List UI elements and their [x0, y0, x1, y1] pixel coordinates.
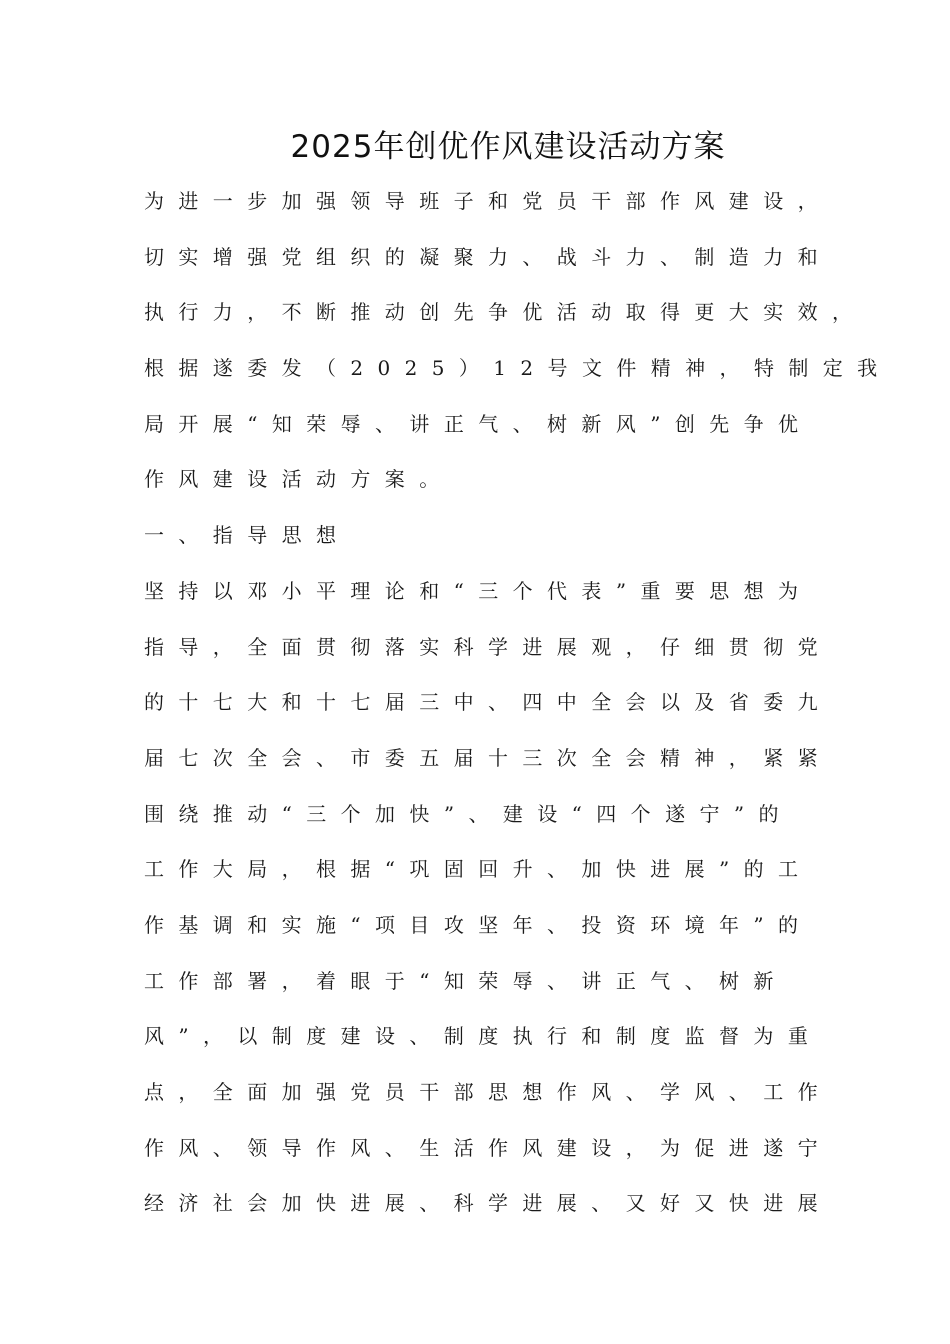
body-line: 坚持以邓小平理论和“三个代表”重要思想为: [144, 578, 813, 603]
body-line: 执行力，不断推动创先争优活动取得更大实效，: [144, 300, 867, 325]
body-line: 工作大局，根据“巩固回升、加快进展”的工: [144, 857, 813, 882]
body-line: 届七次全会、市委五届十三次全会精神，紧紧: [144, 745, 832, 770]
body-line: 围绕推动“三个加快”、建设“四个遂宁”的: [144, 801, 793, 826]
body-line: 为进一步加强领导班子和党员干部作风建设，: [144, 189, 832, 213]
body-line: 点，全面加强党员干部思想作风、学风、工作: [144, 1080, 832, 1104]
body-line: 切实增强党组织的凝聚力、战斗力、制造力和: [144, 244, 832, 269]
body-line: 风”，以制度建设、制度执行和制度监督为重: [144, 1024, 823, 1049]
document-body: [144, 183, 892, 1241]
body-line: 经济社会加快进展、科学进展、又好又快进展: [144, 1191, 832, 1216]
document-title: 2025年创优作风建设活动方案: [290, 129, 726, 165]
body-line: 作风、领导作风、生活作风建设，为促进遂宁: [144, 1135, 832, 1160]
body-line: 的十七大和十七届三中、四中全会以及省委九: [144, 690, 832, 715]
body-line: 工作部署，着眼于“知荣辱、讲正气、树新: [144, 968, 788, 993]
body-line: 根据遂委发（2025）12号文件精神，特制定我: [144, 356, 892, 381]
body-line: 作基调和实施“项目攻坚年、投资环境年”的: [144, 912, 813, 937]
body-line: 作风建设活动方案。: [144, 467, 454, 492]
body-line: 局开展“知荣辱、讲正气、树新风”创先争优: [144, 411, 813, 436]
section-heading: 一、指导思想: [144, 523, 351, 548]
body-line: 指导，全面贯彻落实科学进展观，仔细贯彻党: [144, 634, 832, 659]
